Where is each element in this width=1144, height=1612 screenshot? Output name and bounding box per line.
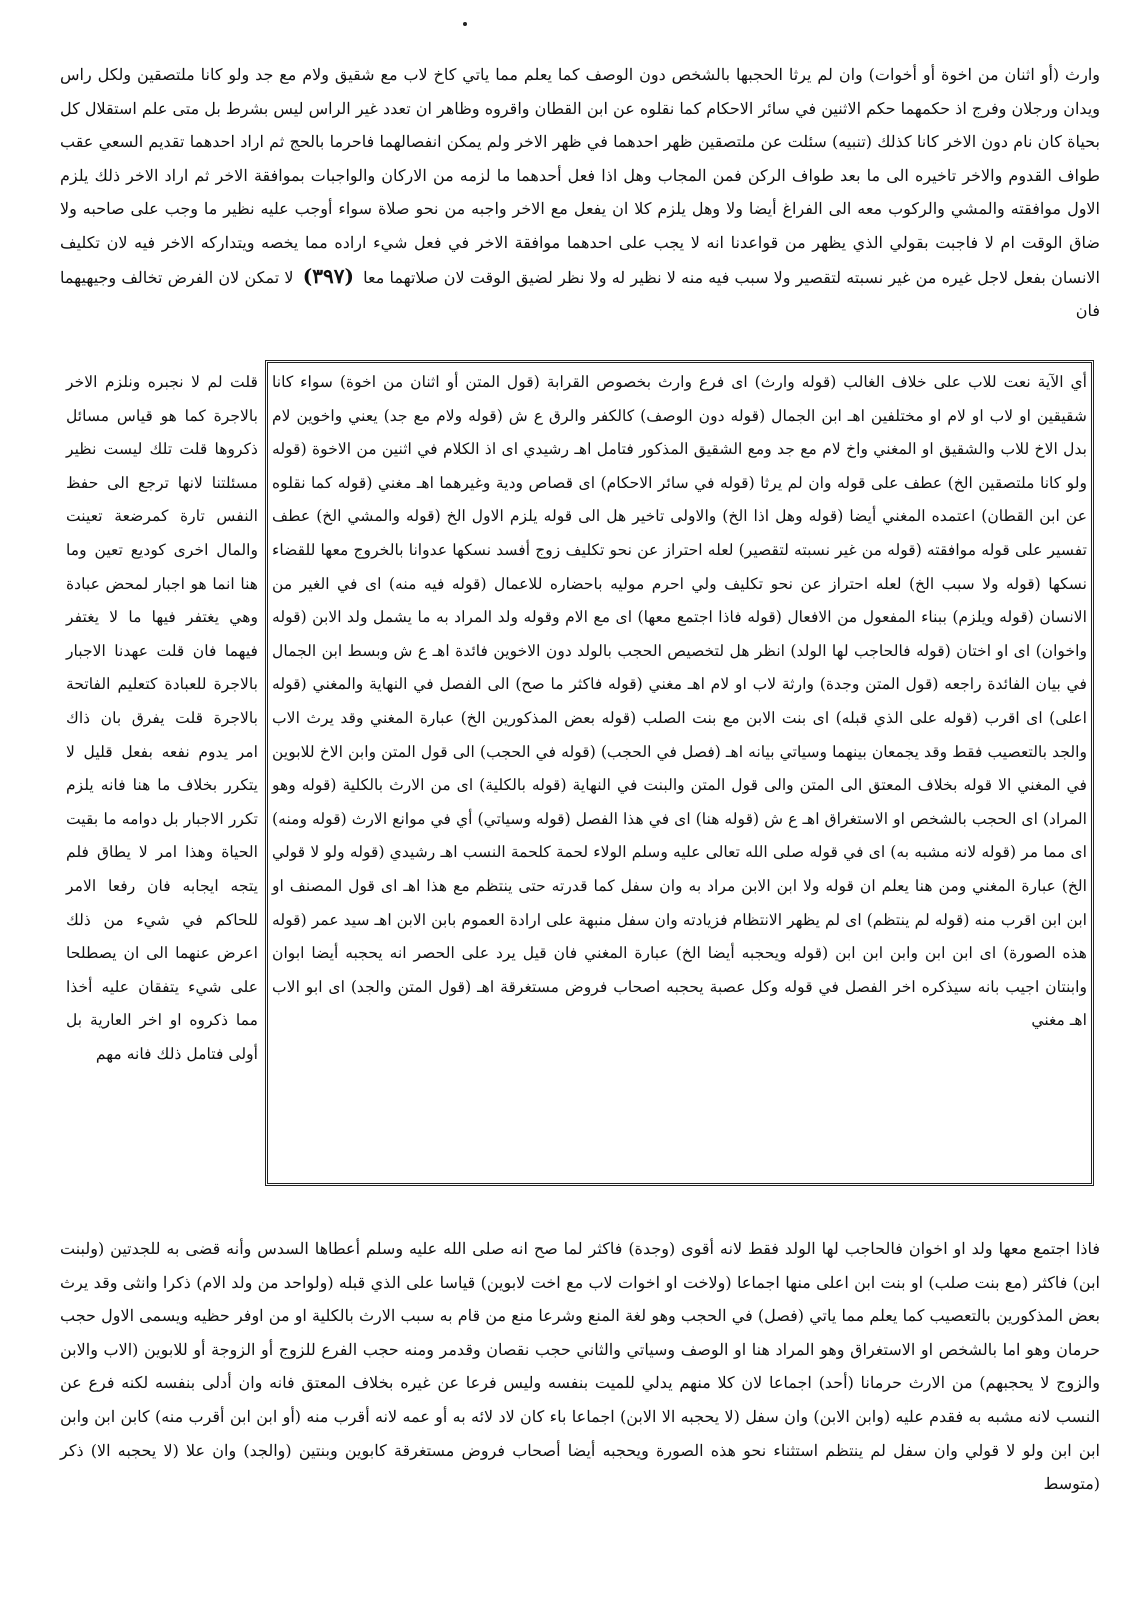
margin-paragraph: قلت لم لا نجبره ونلزم الاخر بالاجرة كما هو قياس مسائل ذكروها قلت تلك ليست نظير مسئلتنا لانها ترجع الى حفظ النفس تارة كمرضعة تعينت والمال اخرى كوديع تعين وما هنا انما هو اجبار لمحض عبادة وهي يغتفر فيها ما لا يغتفر فيهما فان قلت عهدنا الاجبار بالاجرة للعبادة كتعليم الفاتحة بالاجرة قلت يفرق بان ذاك امر يدوم نفعه بفعل قليل لا يتكرر بخلاف ما هنا فانه يلزم تكرر الاجبار بل دوامه ما بقيت الحياة وهذا امر لا يطاق فلم يتجه ايجابه فان رفعا الامر للحاكم في شيء من ذلك اعرض عنهما الى ان يصطلحا على شيء يتفقان عليه أخذا مما ذكروه او اخر العارية بل أولى فتامل ذلك فانه مهم — [66, 373, 258, 1063]
main-text-top-body: وارث (أو اثنان من اخوة أو أخوات) وان لم يرثا الحجبها بالشخص دون الوصف كما يعلم مما ياتي كاخ لاب مع شقيق ولام مع جد ولو كانا ملتصقين ولكل راس ويدان ورجلان وفرج اذ حكمهما حكم الاثنين في سائر الاحكام كما نقلوه عن ابن القطان واقروه وظاهر ان تعدد غير الراس ليس بشرط بل متى علم استقلال كل بحياة كان نام دون الاخر كانا كذلك (تنبيه) سئلت عن ملتصقين ظهر احدهما في ظهر الاخر ولم يمكن انفصالهما فاحرما بالحج ثم اراد احدهما تقديم السعي عقب طواف القدوم والاخر تاخيره الى ما بعد طواف الركن فمن المجاب وهل اذا فعل أحدهما ما لزمه من الاركان والواجبات بموافقة الاخر ثم اراد الاخر ذلك يلزم الاول موافقته والمشي والركوب معه الى الفراغ أيضا ولا وهل يلزم كلا ان يفعل مع الاخر واجبه من نحو صلاة سواء أوجب عليه نظير ما وجب على صاحبه ولا ضاق الوقت ام لا فاجبت بقولي الذي يظهر من قواعدنا انه لا يجب على احدهما موافقة الاخر في فعل شيء اراده مما يخصه ويتداركه الاخر فيه لان تكليف الانسان بفعل لاجل غيره من غير نسبته لتقصير ولا سبب فيه منه لا نظير له ولا نظر لضيق الوقت لان صلاتهما معا — [60, 65, 1101, 287]
main-text-top-tail: لا تمكن لان الفرض تخالف وجيهيهما فان — [60, 267, 1100, 321]
main-paragraph-bottom: فاذا اجتمع معها ولد او اخوان فالحاجب لها الولد فقط لانه أقوى (وجدة) فاكثر لما صح انه صلى الله عليه وسلم أعطاها السدس وأنه قضى به للجدتين (ولبنت ابن) فاكثر (مع بنت صلب) او بنت ابن اعلى منها اجماعا (ولاخت او اخوات لاب مع اخت لابوين) قياسا على الذي قبله (ولواحد من ولد الام) ذكرا وانثى وقد يرث بعض المذكورين بالتعصيب كما يعلم مما ياتي (فصل) في الحجب وهو لغة المنع وشرعا منع من قام به سبب الارث بالكلية او من اوفر حظيه ويسمى الاول حجب حرمان وهو اما بالشخص او الاستغراق وهو المراد هنا او الوصف وسياتي والثاني حجب نقصان وقدمر ومنه حجب الفرع للزوج أو الزوجة أو للابوين (الاب والابن والزوج لا يحجبهم) من الارث حرمانا (أحد) اجماعا لان كلا منهم يدلي للميت بنفسه وليس فرعا عن غيره بخلاف المعتق فانه وان أدلى بنفسه لكنه فرع عن النسب لانه مشبه به فقدم عليه (وابن الابن) وان سفل (لا يحجبه الا الابن) اجماعا باء كان لاد لائه به أو عمه لانه أقرب منه (أو ابن ابن أقرب منه) كابن ابن وابن ابن ابن ولو لا قولي وان سفل لم ينتظم استثناء نحو هذه الصورة ويحجبه أيضا أصحاب فروض مستغرقة كابوين وبنتين (والجد) وان علا (لا يحجبه الا) ذكر (متوسط — [60, 1239, 1100, 1494]
main-text-top — [60, 58, 1100, 328]
commentary-text — [272, 366, 1087, 1038]
ink-dot — [463, 22, 467, 26]
margin-text — [66, 366, 258, 1071]
page-number: (٣٩٧) — [302, 263, 354, 288]
commentary-paragraph: أي الآية نعت للاب على خلاف الغالب (قوله وارث) اى فرع وارث بخصوص القرابة (قول المتن أو اثنان من اخوة) سواء كانا شقيقين او لاب او لام او مختلفين اهـ ابن الجمال (قوله دون الوصف) كالكفر والرق ع ش (قوله ولام مع جد) يعني واخوين لام بدل الاخ للاب والشقيق او المغني واخ لام مع جد ومع الشقيق المذكور فتامل اهـ رشيدي اى اذ الكلام في اثنين من الاخوة (قوله ولو كانا ملتصقين الخ) عطف على قوله وان لم يرثا (قوله في سائر الاحكام) اى قصاص ودية وغيرهما اهـ مغني (قوله كما نقلوه عن ابن القطان) اعتمده المغني أيضا (قوله وهل اذا الخ) والاولى تاخير هل الى قوله يلزم الاول الخ (قوله والمشي الخ) عطف تفسير على قوله موافقته (قوله من غير نسبته لتقصير) لعله احتراز عن نحو تكليف زوج أفسد نسكها عدوانا بالخروج معها للقضاء نسكها (قوله ولا سبب الخ) لعله احتراز عن نحو تكليف ولي احرم موليه باحضاره للاعمال (قوله فيه منه) اى في الغير من الانسان (قوله ويلزم) ببناء المفعول من الافعال (قوله فاذا اجتمع معها) اى مع الام وقوله ولد المراد به ما يشمل ولد الابن (قوله واخوان) اى او اختان (قوله فالحاجب لها الولد) انظر هل لتخصيص الحجب بالولد دون الاخوين فائدة اهـ ع ش وبسط ابن الجمال في بيان الفائدة راجعه (قول المتن وجدة) وارثة لاب او لام اهـ مغني (قوله فاكثر ما صح) الى الفصل في النهاية والمغني (قوله اعلى) اى اقرب (قوله على الذي قبله) اى بنت الابن مع بنت الصلب (قوله بعض المذكورين الخ) عبارة المغني وقد يرث الاب والجد بالتعصيب فقط وقد يجمعان بينهما وسياتي بيانه اهـ (فصل في الحجب) (قوله في الحجب) الى قول المتن وابن الاخ للابوين في المغني الا قوله بخلاف المعتق الى المتن والى قول المتن والبنت في النهاية (قوله بالكلية) اى من الارث بالكلية (قوله وهو المراد) اى الحجب بالشخص او الاستغراق اهـ ع ش (قوله هنا) اى في هذا الفصل (قوله وسياتي) أي في موانع الارث (قوله ومنه) اى مما مر (قوله لانه مشبه به) اى في قوله صلى الله تعالى عليه وسلم الولاء لحمة كلحمة النسب اهـ رشيدي (قوله ولو لا قولي الخ) عبارة المغني ومن هنا يعلم ان قوله ولا ابن الابن مراد به وان سفل كما قدرته حتى ينتظم مع هذا اهـ اى قول المصنف او ابن ابن اقرب منه (قوله لم ينتظم) اى لم يظهر الانتظام فزيادته وان سفل منبهة على ارادة العموم بابن الابن اهـ سيد عمر (قوله هذه الصورة) اى ابن ابن وابن ابن ابن (قوله ويحجبه أيضا الخ) عبارة المغني فان قيل يرد على الحصر انه يحجبه أيضا ابوان وابنتان اجيب بانه سيذكره اخر الفصل في قوله وكل عصبة يحجبه اصحاب فروض مستغرقة اهـ (قول المتن والجد) اى ابو الاب اهـ مغني — [272, 373, 1087, 1030]
main-text-bottom — [60, 1232, 1100, 1501]
main-paragraph-top — [60, 58, 1100, 328]
